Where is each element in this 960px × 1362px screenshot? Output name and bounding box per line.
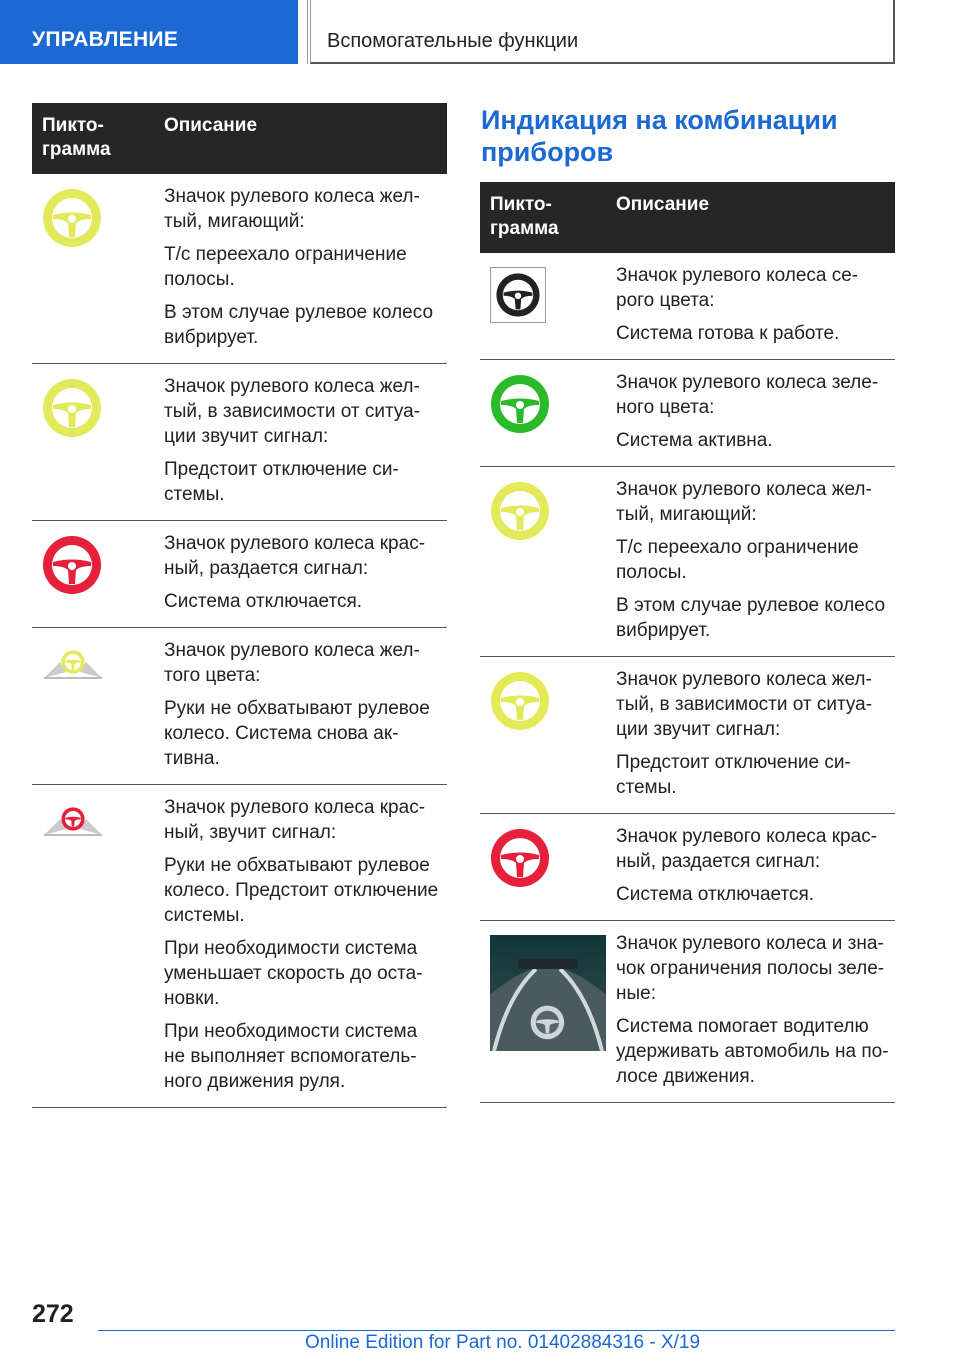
table-row: [480, 814, 895, 921]
table-row: [32, 785, 447, 1108]
col-pictogram-header: Пикто- грамма: [480, 182, 606, 253]
description-text: Значок рулевого колеса жел-тый, в зависимости от ситуа-ции звучит сигнал:: [616, 669, 873, 740]
pictogram-cell: [32, 785, 154, 1108]
red-steering-wheel-icon: [42, 535, 154, 595]
description-text: Значок рулевого колеса зеле-ного цвета:: [616, 372, 879, 418]
yellow-wheel-hands-icon: [42, 642, 154, 682]
description-text: Значок рулевого колеса жел-того цвета:: [164, 640, 420, 686]
description-cell: [154, 785, 447, 1108]
green-steering-wheel-icon: [490, 374, 606, 434]
yellow-steering-wheel-icon: [42, 378, 154, 438]
table-row: [480, 360, 895, 467]
table-row: [480, 657, 895, 814]
pictogram-cell: [480, 657, 606, 814]
red-wheel-hands-icon: [42, 799, 154, 839]
description-text: Руки не обхватывают рулевое колесо. Предстоит отключение системы.: [164, 855, 439, 926]
description-text: В этом случае рулевое колесо вибрирует.: [164, 302, 434, 348]
section-heading: Индикация на комбинации приборов: [481, 105, 838, 167]
description-cell: [154, 628, 447, 785]
footer-rule: [98, 1330, 895, 1331]
col-description-header: Описание: [606, 182, 895, 253]
page-number: 272: [32, 1300, 74, 1328]
section-tab[interactable]: УПРАВЛЕНИЕ: [0, 0, 298, 64]
pictogram-cell: [480, 921, 606, 1103]
pictogram-cell: [480, 360, 606, 467]
description-text: Значок рулевого колеса жел-тый, мигающий:: [616, 479, 872, 525]
description-text: Значок рулевого колеса крас-ный, раздается сигнал:: [616, 826, 878, 872]
pictogram-cell: [480, 814, 606, 921]
yellow-steering-wheel-icon: [490, 481, 606, 541]
pictogram-cell: [32, 174, 154, 364]
description-text: Значок рулевого колеса жел-тый, в зависимости от ситуа-ции звучит сигнал:: [164, 376, 421, 447]
description-text: Система помогает водителю удерживать автомобиль на по-лосе движения.: [616, 1016, 889, 1087]
description-cell: [606, 360, 895, 467]
description-cell: [606, 921, 895, 1103]
yellow-steering-wheel-icon: [42, 188, 154, 248]
pictogram-table-left: [32, 103, 447, 1108]
description-text: При необходимости система уменьшает скорость до оста-новки.: [164, 938, 423, 1009]
table-row: [480, 253, 895, 360]
table-row: [32, 521, 447, 628]
description-text: Т/с переехало ограничение полосы.: [616, 537, 859, 583]
description-text: Руки не обхватывают рулевое колесо. Система снова ак-тивна.: [164, 698, 430, 769]
description-text: Т/с переехало ограничение полосы.: [164, 244, 407, 290]
red-steering-wheel-icon: [490, 828, 606, 888]
col-pictogram-header: Пикто- грамма: [32, 103, 154, 174]
table-row: [480, 467, 895, 657]
table-row: [480, 921, 895, 1103]
pictogram-cell: [32, 521, 154, 628]
lane-display-icon: [490, 935, 606, 1051]
description-text: Предстоит отключение си-стемы.: [164, 459, 399, 505]
description-text: Значок рулевого колеса жел-тый, мигающий:: [164, 186, 420, 232]
description-cell: [606, 814, 895, 921]
pictogram-cell: [32, 628, 154, 785]
description-text: Система активна.: [616, 430, 773, 451]
gray-steering-wheel-icon: [490, 267, 606, 323]
chapter-title: Вспомогательные функции: [310, 0, 895, 64]
description-cell: [154, 364, 447, 521]
description-text: Предстоит отключение си-стемы.: [616, 752, 851, 798]
description-cell: [606, 657, 895, 814]
description-text: Значок рулевого колеса и зна-чок ограничения полосы зеле-ные:: [616, 933, 885, 1004]
pictogram-cell: [32, 364, 154, 521]
description-text: Система отключается.: [616, 884, 815, 905]
footer-edition: Online Edition for Part no. 01402884316 - X/19: [305, 1332, 701, 1353]
description-text: Система отключается.: [164, 591, 363, 612]
description-text: При необходимости система не выполняет вспомогатель-ного движения руля.: [164, 1021, 418, 1092]
description-cell: [154, 521, 447, 628]
col-description-header: Описание: [154, 103, 447, 174]
pictogram-cell: [480, 253, 606, 360]
description-text: Значок рулевого колеса се-рого цвета:: [616, 265, 859, 311]
table-row: [32, 174, 447, 364]
yellow-steering-wheel-icon: [490, 671, 606, 731]
table-row: [32, 364, 447, 521]
description-cell: [606, 467, 895, 657]
description-cell: [154, 174, 447, 364]
description-cell: [606, 253, 895, 360]
description-text: В этом случае рулевое колесо вибрирует.: [616, 595, 886, 641]
pictogram-cell: [480, 467, 606, 657]
table-row: [32, 628, 447, 785]
description-text: Значок рулевого колеса крас-ный, раздается сигнал:: [164, 533, 426, 579]
description-text: Система готова к работе.: [616, 323, 840, 344]
description-text: Значок рулевого колеса крас-ный, звучит сигнал:: [164, 797, 426, 843]
pictogram-table-right: [480, 182, 895, 1103]
